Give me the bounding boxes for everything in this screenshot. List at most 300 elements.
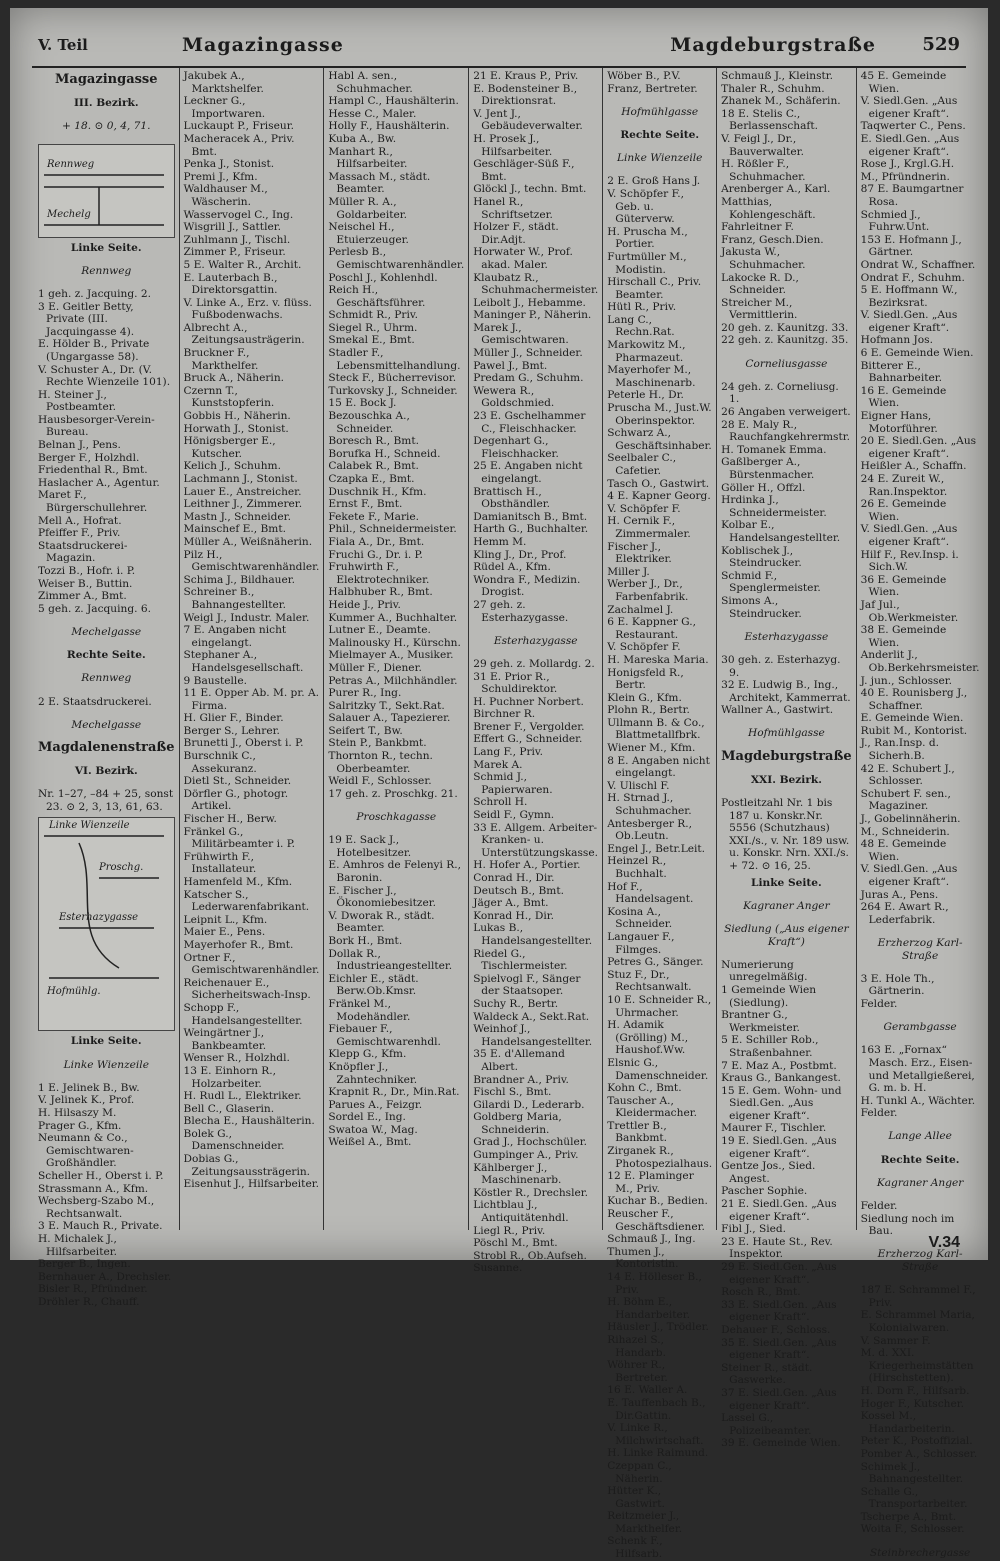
directory-entry: Hütl R., Priv. xyxy=(607,301,677,314)
directory-entry: Gentze Jos., Sied. Angest. xyxy=(721,1160,816,1185)
directory-entry: Waldeck A., Sekt.Rat. xyxy=(473,1010,590,1023)
directory-entry: Arenberger A., Karl. xyxy=(721,183,831,196)
directory-entry: Bork H., Bmt. xyxy=(328,934,403,947)
directory-entry: Maier E., Pens. xyxy=(183,926,266,939)
directory-entry: Thumen J., Kontoristin. xyxy=(607,1245,679,1271)
directory-entry: 24 E. Zureit W., Ran.Inspektor. xyxy=(860,473,948,498)
directory-entry: Hütter K., Gastwirt. xyxy=(607,1485,665,1510)
directory-entry: 3 E. Mauch R., Private. xyxy=(38,1220,163,1233)
directory-entry: Maret F., Bürgerschullehrer. xyxy=(38,489,148,515)
directory-entry: H. Rudl L., Elektriker. xyxy=(183,1090,302,1103)
directory-entry: Heide J., Priv. xyxy=(328,598,401,611)
directory-entry: Leibolt J., Hebamme. xyxy=(473,296,586,309)
cross-street: Steinbrechergasse xyxy=(869,1546,971,1559)
directory-entry: Antesberger R., Ob.Leutn. xyxy=(607,817,692,843)
directory-entry: 8 E. Angaben nicht eingelangt. xyxy=(607,754,710,780)
directory-entry: Rüdel A., Kfm. xyxy=(473,561,551,574)
directory-entry: Lachmann J., Stonist. xyxy=(183,473,298,485)
directory-entry: Weidl F., Schlosser. xyxy=(328,775,432,788)
directory-entry: Fibl J., Sied. xyxy=(721,1223,787,1236)
directory-entry: Brattisch H., Obsthändler. xyxy=(473,485,551,511)
directory-entry: 39 E. Gemeinde Wien. xyxy=(721,1437,841,1450)
directory-entry: Salritzky T., Sekt.Rat. xyxy=(328,699,445,712)
directory-entry: Krapnit R., Dr., Min.Rat. xyxy=(328,1086,460,1099)
directory-entry: 19 E. Siedl.Gen. „Aus eigener Kraft“. xyxy=(721,1135,837,1160)
directory-entry: Damianitsch B., Bmt. xyxy=(473,510,588,523)
directory-entry: Schroll H. xyxy=(473,796,528,809)
directory-entry: 18 E. Stelis C., Berlassenschaft. xyxy=(721,107,818,133)
directory-entry: Brantner G., Werkmeister. xyxy=(721,1009,800,1034)
directory-entry: Berger F., Holzhdl. xyxy=(38,451,140,464)
column-5 xyxy=(603,68,717,1561)
directory-entry: 2 E. Staatsdruckerei. xyxy=(38,695,152,708)
directory-entry: Kossel M., Handarbeiterin. xyxy=(860,1410,955,1435)
directory-entry: Jakusta W., Schuhmacher. xyxy=(721,246,806,271)
district-label: VI. Bezirk. xyxy=(74,765,138,778)
directory-entry: Fischer H., Berw. xyxy=(183,813,277,826)
directory-entry: Bruckner F., Markthelfer. xyxy=(183,347,259,372)
directory-entry: Parues A., Feizgr. xyxy=(328,1098,423,1111)
directory-entry: Weingärtner J., Bankbeamter. xyxy=(183,1027,267,1052)
directory-entry: Lichtblau J., Antiquitätenhdl. xyxy=(473,1199,569,1225)
directory-entry: Furtmüller M., Modistin. xyxy=(607,250,687,276)
directory-entry: H. Adamik (Grölling) M., Haushof.Ww. xyxy=(607,1019,689,1057)
directory-entry: 15 E. Gem. Wohn- und Siedl.Gen. „Aus eigener Kraft“. xyxy=(721,1084,842,1122)
right-running-title: Magdeburgstraße xyxy=(670,34,876,56)
directory-entry: Kling J., Dr., Prof. xyxy=(473,548,567,561)
directory-entry: Ortner F., Gemischtwarenhändler. xyxy=(183,951,320,977)
directory-entry: 21 E. Kraus P., Priv. xyxy=(473,70,579,82)
directory-entry: H. Hofer A., Portier. xyxy=(473,859,581,872)
side-heading: Rechte Seite. xyxy=(880,1153,960,1166)
directory-entry: Jakubek A., Marktshelfer. xyxy=(183,70,264,95)
directory-entry: 48 E. Gemeinde Wien. xyxy=(860,838,947,863)
directory-entry: Peterle H., Dr. xyxy=(607,389,684,402)
directory-entry: Riedel G., Tischlermeister. xyxy=(473,947,568,973)
directory-entry: Purer R., Ing. xyxy=(328,687,402,700)
street-heading: Magazingasse xyxy=(55,72,158,87)
directory-entry: 3 E. Hole Th., Gärtnerin. xyxy=(860,972,935,998)
street-heading: Magdalenenstraße xyxy=(38,739,175,755)
directory-entry: Hesse C., Maler. xyxy=(328,107,417,120)
directory-entry: Thornton R., techn. Oberbeamter. xyxy=(328,750,433,775)
directory-entry: Marek J., Gemischtwaren. xyxy=(473,321,569,347)
directory-entry: Petres G., Sänger. xyxy=(607,956,704,969)
directory-entry: 15 E. Bock J. xyxy=(328,397,397,410)
directory-entry: Tozzi B., Hofr. i. P. xyxy=(38,565,136,577)
directory-entry: Berger S., Lehrer. xyxy=(183,724,280,737)
directory-entry: Phil., Schneidermeister. xyxy=(328,523,457,536)
directory-entry: Poschl J., Kohlenhdl. xyxy=(328,271,438,284)
directory-entry: Brunetti J., Oberst i. P. xyxy=(183,737,304,750)
directory-entry: Seidl F., Gymn. xyxy=(473,809,555,822)
directory-entry: 35 E. Siedl.Gen. „Aus eigener Kraft“. xyxy=(721,1336,837,1362)
directory-entry: V. Linke R., Milchwirtschaft. xyxy=(607,1422,704,1447)
directory-entry: V. Dworak R., städt. Beamter. xyxy=(328,909,435,935)
directory-entry: Anderlit J., Ob.Berkehrsmeister. xyxy=(860,649,980,674)
directory-entry: E. Bodensteiner B., Direktionsrat. xyxy=(473,82,578,108)
directory-entry: Reitzmeier J., Markthelfer. xyxy=(607,1510,683,1535)
directory-entry: 16 E. Waller A. xyxy=(607,1384,688,1397)
directory-entry: 23 E. Gschelhammer C., Fleischhacker. xyxy=(473,410,586,435)
directory-entry: Kolbar E., Handelsangestellter. xyxy=(721,519,841,544)
directory-entry: Bernhauer A., Drechsler. xyxy=(38,1270,172,1283)
directory-entry: Seelbaler C., Cafetier. xyxy=(607,452,677,477)
directory-entry: Weißel A., Bmt. xyxy=(328,1136,412,1149)
directory-entry: V. Siedl.Gen. „Aus eigener Kraft“. xyxy=(860,863,958,888)
directory-entry: Markowitz M., Pharmazeut. xyxy=(607,339,686,364)
directory-entry: Reich H., Geschäftsführer. xyxy=(328,284,426,309)
directory-entry: Schmauß J., Kleinstr. xyxy=(721,70,834,82)
column-4 xyxy=(469,68,603,1275)
directory-entry: Stuz F., Dr., Rechtsanwalt. xyxy=(607,968,692,994)
directory-entry: Spielvogl F., Sänger der Staatsoper. xyxy=(473,972,581,998)
directory-entry: Wasservogel C., Ing. xyxy=(183,208,294,221)
directory-entry: Staatsdruckerei-Magazin. xyxy=(38,539,128,565)
side-heading: Linke Seite. xyxy=(70,1035,142,1048)
map-label: Mechelg xyxy=(47,208,91,220)
directory-entry: 31 E. Prior R., Schuldirektor. xyxy=(473,670,558,696)
directory-entry: Glöckl J., techn. Bmt. xyxy=(473,183,587,196)
directory-entry: H. Michalek J., Hilfsarbeiter. xyxy=(38,1232,117,1258)
directory-entry: Schubert F. sen., Magaziner. xyxy=(860,787,951,813)
directory-entry: 11 E. Opper Ab. M. pr. A. Firma. xyxy=(183,687,319,712)
directory-entry: Mielmayer A., Musiker. xyxy=(328,649,454,662)
directory-entry: Mayerhofer R., Bmt. xyxy=(183,938,294,951)
directory-entry: Schmauß J., Ing. xyxy=(607,1233,696,1246)
directory-entry: Pawel J., Bmt. xyxy=(473,359,548,372)
directory-entry: Habl A. sen., Schuhmacher. xyxy=(328,70,413,95)
cross-street: Erzherzog Karl-Straße xyxy=(877,936,963,962)
directory-entry: H. Tunkl A., Wächter. xyxy=(860,1094,976,1107)
directory-entry: J., Gobelinnäherin. xyxy=(860,813,961,826)
directory-entry: Salauer A., Tapezierer. xyxy=(328,712,451,725)
directory-entry: V. Jelinek K., Prof. xyxy=(38,1094,135,1107)
directory-entry: 32 E. Ludwig B., Ing., Architekt, Kammerrat. xyxy=(721,679,851,704)
directory-entry: 23 E. Haute St., Rev. Inspektor. xyxy=(721,1235,833,1261)
directory-entry: Holzer F., städt. Dir.Adjt. xyxy=(473,221,559,246)
directory-entry: Manhart R., Hilfsarbeiter. xyxy=(328,145,408,171)
directory-entry: 1 geh. z. Jacquing. 2. xyxy=(38,287,151,300)
directory-entry: Lauer E., Anstreicher. xyxy=(183,485,302,498)
directory-entry: 12 E. Plaminger M., Priv. xyxy=(607,1170,694,1195)
directory-entry: Birchner R. xyxy=(473,708,536,721)
directory-entry: Müller R. A., Goldarbeiter. xyxy=(328,195,407,221)
directory-entry: Reichenauer E., Sicherheitswach-Insp. xyxy=(183,976,311,1002)
directory-entry: Holly F., Haushälterin. xyxy=(328,120,450,133)
directory-entry: Kraus G., Bankangest. xyxy=(721,1072,841,1085)
directory-entry: E. Fischer J., Ökonomiebesitzer. xyxy=(328,884,437,910)
directory-entry: Marek A. xyxy=(473,758,523,771)
directory-entry: Ernst F., Bmt. xyxy=(328,498,403,511)
directory-entry: Wisgrill J., Sattler. xyxy=(183,221,281,234)
directory-entry: Pascher Sophie. xyxy=(721,1185,808,1198)
section-label: V. Teil xyxy=(38,36,88,54)
directory-entry: Sordel E., Ing. xyxy=(328,1111,406,1124)
directory-entry: Tasch O., Gastwirt. xyxy=(607,477,710,490)
directory-entry: Massach M., städt. Beamter. xyxy=(328,170,431,196)
directory-entry: Klaubatz R., Schuhmachermeister. xyxy=(473,271,599,297)
directory-entry: H. Böhm E., Handarbeiter. xyxy=(607,1296,691,1321)
directory-entry: H. Glier F., Binder. xyxy=(183,712,284,725)
directory-entry: Fiebauer F., Gemischtwarenhdl. xyxy=(328,1023,441,1048)
directory-entry: Pomber A., Schlosser. xyxy=(860,1447,978,1460)
directory-entry: Lang C., Rechn.Rat. xyxy=(607,313,675,339)
directory-entry: 37 E. Siedl.Gen. „Aus eigener Kraft“. xyxy=(721,1386,837,1412)
directory-entry: 21 E. Siedl.Gen. „Aus eigener Kraft“. xyxy=(721,1198,837,1223)
directory-entry: Zimmer P., Friseur. xyxy=(183,246,286,259)
directory-entry: Scheller H., Oberst i. P. xyxy=(38,1170,164,1182)
directory-entry: 9 Baustelle. xyxy=(183,674,247,687)
directory-entry: 45 E. Gemeinde Wien. xyxy=(860,70,947,95)
directory-entry: M., Pfründnerin. xyxy=(860,170,950,183)
directory-entry: Kählberger J., Maschinenarb. xyxy=(473,1161,562,1187)
directory-entry: Hausbesorger-Verein-Bureau. xyxy=(38,413,155,439)
directory-entry: V. Feigl J., Dr., Bauverwalter. xyxy=(721,132,804,158)
directory-entry: Weigl J., Industr. Maler. xyxy=(183,611,310,624)
directory-entry: Trettler B., Bankbmt. xyxy=(607,1119,668,1145)
column-2 xyxy=(180,68,325,1230)
directory-entry: 153 E. Hofmann J., Gärtner. xyxy=(860,233,962,259)
directory-entry: Hoger F., Kutscher. xyxy=(860,1397,965,1410)
cross-street: Esterhazygasse xyxy=(744,630,829,643)
directory-entry: Dröhler R., Chauff. xyxy=(38,1295,140,1308)
directory-entry: Köstler R., Drechsler. xyxy=(473,1186,589,1199)
directory-entry: Müller J., Schneider. xyxy=(473,347,583,360)
directory-entry: Bruck A., Näherin. xyxy=(183,372,285,385)
directory-entry: Lakocke R. D., Schneider. xyxy=(721,271,799,297)
directory-entry: 40 E. Rounisberg J., Schaffner. xyxy=(860,687,968,712)
cross-street: Erzherzog Karl-Straße xyxy=(877,1248,963,1273)
directory-entry: E. Hölder B., Private (Ungargasse 58). xyxy=(38,338,150,363)
directory-entry: Felder. xyxy=(860,1107,898,1120)
page-number: 529 xyxy=(922,34,960,55)
directory-entry: Gumpinger A., Priv. xyxy=(473,1149,579,1162)
district-label: XXI. Bezirk. xyxy=(750,773,822,786)
directory-entry: Rose J., Krgl.G.H. xyxy=(860,158,955,171)
directory-entry: Leckner G., Importwaren. xyxy=(183,95,266,120)
directory-entry: Kosina A., Schneider. xyxy=(607,905,673,931)
cross-street: Lange Allee xyxy=(888,1130,952,1143)
directory-entry: Tscherpe A., Bmt. xyxy=(860,1510,957,1523)
directory-entry: Blecha E., Haushälterin. xyxy=(183,1115,315,1128)
directory-entry: Peter K., Postoffizial. xyxy=(860,1435,973,1448)
directory-entry: 38 E. Gemeinde Wien. xyxy=(860,624,947,649)
cross-street: Hofmühlgasse xyxy=(621,105,699,118)
map-label: Hofmühlg. xyxy=(47,986,101,998)
directory-entry: 7 E. Maz A., Postbmt. xyxy=(721,1059,837,1072)
street-map-sketch xyxy=(38,817,175,1031)
directory-entry: Stadler F., Lebensmittelhandlung. xyxy=(328,347,461,372)
directory-entry: Waldhauser M., Wäscherin. xyxy=(183,183,268,208)
directory-entry: Honigsfeld R., Bertr. xyxy=(607,666,684,692)
directory-entry: H. Hilsaszy M. xyxy=(38,1107,117,1120)
directory-entry: Susanne. xyxy=(473,1262,523,1275)
directory-entry: Kelich J., Schuhm. xyxy=(183,460,281,473)
directory-entry: Wechsberg-Szabo M., Rechtsanwalt. xyxy=(38,1195,155,1220)
directory-entry: 42 E. Schubert J., Schlosser. xyxy=(860,762,955,788)
side-heading: Linke Seite. xyxy=(70,241,142,254)
directory-entry: 2 E. Groß Hans J. xyxy=(607,175,701,188)
directory-entry: Schmidt R., Priv. xyxy=(328,309,418,322)
directory-entry: Fahrleitner F. xyxy=(721,221,794,234)
directory-entry: H. Puchner Norbert. xyxy=(473,695,584,708)
directory-entry: Göller H., Offzl. xyxy=(721,481,806,494)
directory-entry: Felder. xyxy=(860,997,898,1010)
directory-entry: Suchy R., Bertr. xyxy=(473,997,559,1010)
directory-entry: Fischl S., Bmt. xyxy=(473,1086,552,1099)
directory-entry: 16 E. Gemeinde Wien. xyxy=(860,384,947,410)
directory-entry: V. Jent J., Gebäudeverwalter. xyxy=(473,107,583,133)
directory-entry: Horwater W., Prof. akad. Maler. xyxy=(473,246,573,271)
directory-entry: Lassel G., Polizeibeamter. xyxy=(721,1412,812,1437)
directory-entry: 5 E. Walter R., Archit. xyxy=(183,258,302,271)
directory-entry: Wallner A., Gastwirt. xyxy=(721,704,834,717)
directory-entry: Steck F., Bücherrevisor. xyxy=(328,372,457,385)
directory-entry: 264 E. Awart R., Lederfabrik. xyxy=(860,901,949,926)
directory-entry: 30 geh. z. Esterhazyg. 9. xyxy=(721,653,841,679)
directory-entry: Miller J. xyxy=(607,565,650,578)
directory-entry: 4 E. Kapner Georg. xyxy=(607,490,711,503)
directory-entry: Perlesb B., Gemischtwarenhändler. xyxy=(328,246,465,271)
cross-street: Kagraner Anger xyxy=(743,899,830,912)
cross-street: Linke Wienzeile xyxy=(63,1058,149,1071)
directory-page xyxy=(10,8,988,1561)
directory-entry: Dietl St., Schneider. xyxy=(183,775,292,788)
cross-street: Linke Wienzeile xyxy=(617,152,703,165)
directory-entry: Siegel R., Uhrm. xyxy=(328,321,418,334)
street-heading: Magdeburgstraße xyxy=(721,748,852,764)
directory-entry: 87 E. Baumgartner Rosa. xyxy=(860,183,964,208)
directory-entry: Plohn R., Bertr. xyxy=(607,704,690,717)
directory-entry: Gaßlberger A., Bürstenmacher. xyxy=(721,456,815,481)
directory-entry: 7 E. Angaben nicht eingelangt. xyxy=(183,624,287,649)
directory-entry: Schmid J., Papierwaren. xyxy=(473,771,553,796)
directory-entry: Klein G., Kfm. xyxy=(607,691,682,704)
directory-entry: 163 E. „Fornax“ Masch. Erz., Eisen- und Metallgießerei, G. m. b. H. xyxy=(860,1044,975,1095)
left-running-title: Magazingasse xyxy=(182,34,344,56)
directory-entry: Neumann & Co., Gemischtwaren-Großhändler. xyxy=(38,1132,134,1170)
directory-entry: V. Linke A., Erz. v. flüss. Fußbodenwachs. xyxy=(183,296,312,322)
directory-entry: Bisler R., Pfründner. xyxy=(38,1283,148,1296)
directory-entry: Maninger P., Näherin. xyxy=(473,309,592,322)
directory-entry: Dörfler G., photogr. Artikel. xyxy=(183,787,289,813)
directory-entry: Dehauer F., Schloss. xyxy=(721,1323,831,1336)
directory-entry: Pruscha M., Just.W. Oberinspektor. xyxy=(607,402,712,427)
directory-entry: 13 E. Einhorn R., Holzarbeiter. xyxy=(183,1064,276,1090)
directory-entry: Thaler R., Schuhm. xyxy=(721,82,825,95)
directory-entry: Konrad H., Dir. xyxy=(473,909,555,922)
directory-entry: 20 E. Siedl.Gen. „Aus eigener Kraft“. xyxy=(860,435,977,460)
directory-entry: M., Schneiderin. xyxy=(860,825,950,838)
directory-entry: Häusler J., Trödler. xyxy=(607,1321,709,1334)
directory-entry: 26 Angaben verweigert. xyxy=(721,406,851,419)
directory-entry: 20 geh. z. Kaunitzg. 33. xyxy=(721,321,849,334)
directory-entry: V. Schöpfer F., Geb. u. Güterverw. xyxy=(607,187,685,226)
directory-entry: Streicher M., Vermittlerin. xyxy=(721,296,798,322)
directory-entry: Goldberg Maria, Schneiderin. xyxy=(473,1111,562,1136)
directory-entry: 33 E. Allgem. Arbeiter-Kranken- u. Unterstützungskasse. xyxy=(473,821,599,859)
directory-entry: 10 E. Schneider R., Uhrmacher. xyxy=(607,993,712,1019)
directory-entry: Neischel H., Etuierzeuger. xyxy=(328,221,409,246)
directory-entry: 17 geh. z. Proschkg. 21. xyxy=(328,787,458,800)
directory-entry: Simons A., Steindrucker. xyxy=(721,594,802,620)
directory-entry: Pöschl M., Bmt. xyxy=(473,1237,558,1250)
directory-entry: Rosch R., Bmt. xyxy=(721,1286,801,1299)
directory-entry: Lang F., Priv. xyxy=(473,746,544,759)
directory-entry: 3 E. Geitler Betty, Private (III. Jacquingasse 4). xyxy=(38,300,135,338)
directory-entry: Leithner J., Zimmerer. xyxy=(183,498,303,511)
directory-entry: Fiala A., Dr., Bmt. xyxy=(328,535,425,548)
directory-entry: Malinousky H., Kürschn. xyxy=(328,636,461,649)
directory-entry: Effert G., Schneider. xyxy=(473,733,583,746)
directory-entry: Müller F., Diener. xyxy=(328,661,422,674)
column-3 xyxy=(324,68,469,1230)
directory-entry: Schopp F., Handelsangestellter. xyxy=(183,1001,303,1027)
directory-entry: Müller A., Weißnäherin. xyxy=(183,535,313,548)
directory-entry: Gobbis H., Näherin. xyxy=(183,410,291,423)
directory-entry: E. Gemeinde Wien. xyxy=(860,712,964,725)
directory-entry: Matthias, Kohlengeschäft. xyxy=(721,195,816,221)
directory-entry: Maurer F., Tischler. xyxy=(721,1122,827,1135)
directory-entry: Bezouschka A., Schneider. xyxy=(328,410,410,435)
directory-entry: Schenk F., Hilfsarb. xyxy=(607,1535,663,1561)
directory-entry: Fränkel G., Militärbeamter i. P. xyxy=(183,825,296,851)
directory-entry: J. jun., Schlosser. xyxy=(860,674,953,687)
column-1 xyxy=(34,68,180,1308)
directory-entry: V. Ulischl F. xyxy=(607,779,670,792)
street-map-sketch xyxy=(38,144,175,238)
directory-entry: Schalle G., Transportarbeiter. xyxy=(860,1485,968,1511)
directory-entry: Zuhlmann J., Tischl. xyxy=(183,233,291,246)
directory-entry: Eigner Hans, Motorführer. xyxy=(860,410,938,435)
directory-entry: Taqwerter C., Pens. xyxy=(860,120,966,133)
directory-entry: Heißler A., Schaffn. xyxy=(860,460,967,473)
cross-street: Hofmühlgasse xyxy=(747,727,825,740)
directory-entry: Lukas B., Handelsangestellter. xyxy=(473,922,593,947)
directory-entry: Conrad H., Dir. xyxy=(473,872,555,884)
directory-entry: Borufka H., Schneid. xyxy=(328,447,441,460)
directory-entry: Smekal E., Bmt. xyxy=(328,334,415,347)
directory-entry: Harth G., Buchhalter. xyxy=(473,523,589,536)
directory-entry: Turkovsky J., Schneider. xyxy=(328,384,458,397)
side-heading: Rechte Seite. xyxy=(66,649,146,662)
directory-entry: Penka J., Stonist. xyxy=(183,158,275,171)
directory-entry: Lutner E., Deamte. xyxy=(328,624,431,637)
directory-entry: Dollak R., Industrieangestellter. xyxy=(328,947,453,973)
directory-entry: Liegl R., Priv. xyxy=(473,1224,546,1237)
directory-entry: 6 E. Gemeinde Wien. xyxy=(860,347,974,360)
directory-entry: Eisenhut J., Hilfsarbeiter. xyxy=(183,1178,319,1191)
directory-entry: Burschnik C., Assekuranz. xyxy=(183,750,257,775)
directory-entry: Petras A., Milchhändler. xyxy=(328,674,458,687)
directory-entry: Hönigsberger E., Kutscher. xyxy=(183,435,276,460)
directory-entry: Pilz H., Gemischtwarenhändler. xyxy=(183,548,320,574)
page-header xyxy=(32,30,966,68)
directory-entry: Zirganek R., Photospezialhaus. xyxy=(607,1145,713,1170)
directory-entry: Ondrat F., Schuhm. xyxy=(860,271,965,284)
directory-entry: Gilardi D., Lederarb. xyxy=(473,1098,585,1111)
directory-entry: J., Ran.Insp. d. Sicherh.B. xyxy=(860,737,940,763)
directory-entry: Leipnit L., Kfm. xyxy=(183,913,268,926)
directory-entry: 19 E. Sack J., Hotelbesitzer. xyxy=(328,834,412,859)
directory-entry: Ullmann B. & Co., Blattmetallfbrk. xyxy=(607,716,705,742)
directory-entry: Woita F., Schlosser. xyxy=(860,1523,965,1536)
directory-entry: Weinhof J., Handelsangestellter. xyxy=(473,1023,593,1048)
cross-street: Mechelgasse xyxy=(71,625,142,638)
cross-street: Proschkagasse xyxy=(356,811,437,824)
directory-entry: Klepp G., Kfm. xyxy=(328,1048,407,1061)
